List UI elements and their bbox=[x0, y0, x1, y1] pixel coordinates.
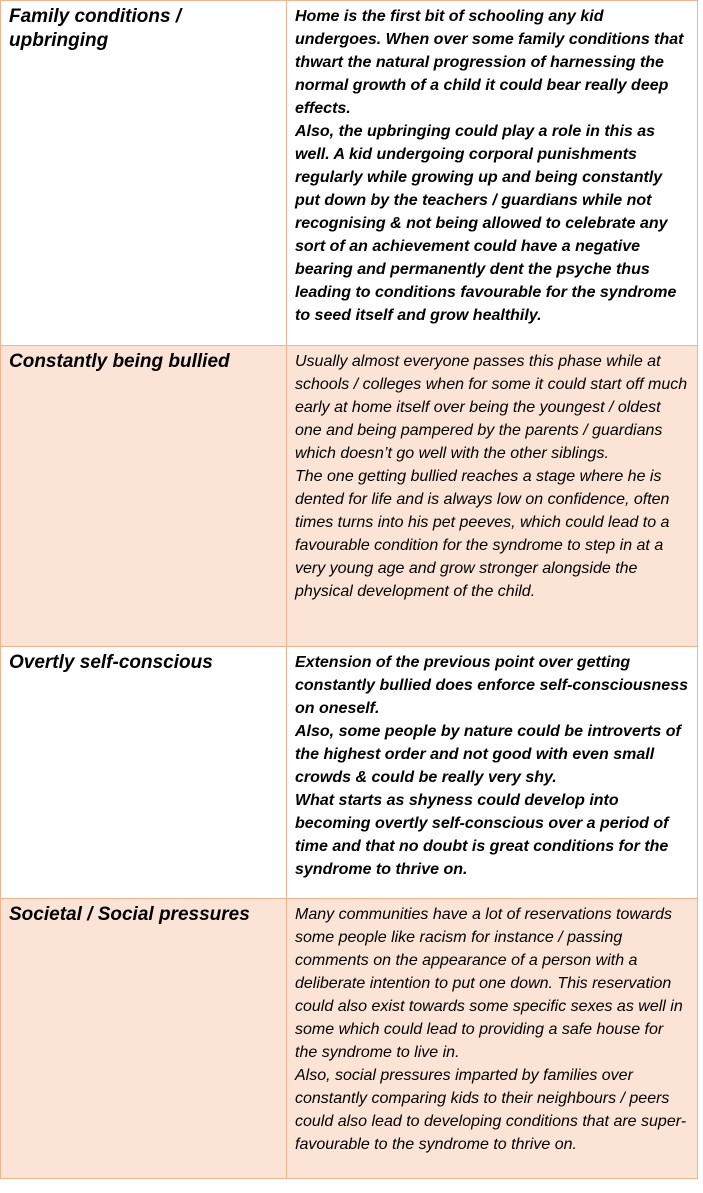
description-paragraph: What starts as shyness could develop into becoming overtly self-conscious over a period of time and that no doubt is great conditions for the syndrome to thrive on. bbox=[295, 792, 669, 878]
description-paragraph: Usually almost everyone passes this phase while at schools / colleges when for some it could start off much early at home itself over being the youngest / oldest one and being pampered by the parents / guardians which doesn’t go well with the other siblings. bbox=[295, 353, 688, 462]
row-title: Family conditions / upbringing bbox=[1, 1, 287, 345]
description-paragraph: Also, some people by nature could be introverts of the highest order and not good with even small crowds & could be really very shy. bbox=[295, 723, 681, 786]
row-description bbox=[287, 647, 697, 898]
description-paragraph: Also, social pressures imparted by families over constantly comparing kids to their neighbours / peers could also lead to developing conditions that are super-favourable to the syndrome to thrive on. bbox=[295, 1067, 687, 1153]
description-paragraph: Many communities have a lot of reservations towards some people like racism for instance / passing comments on the appearance of a person with a deliberate intention to put one down. This reservation could also exist towards some specific sexes as well in some which could lead to providing a safe house for the syndrome to live in. bbox=[295, 906, 683, 1061]
table-row bbox=[1, 899, 697, 1179]
table-row bbox=[1, 1, 697, 346]
row-description bbox=[287, 346, 697, 646]
table-row bbox=[1, 647, 697, 899]
description-paragraph: The one getting bullied reaches a stage where he is dented for life and is always low on confidence, often times turns into his pet peeves, which could lead to a favourable condition for the syndrome to step in at a very young age and grow stronger alongside the physical development of the child. bbox=[295, 468, 670, 600]
description-paragraph: Extension of the previous point over getting constantly bullied does enforce self-consciousness on oneself. bbox=[295, 654, 688, 717]
description-paragraph: Also, the upbringing could play a role in this as well. A kid undergoing corporal punishments regularly while growing up and being constantly put down by the teachers / guardians while not recognising & not being allowed to celebrate any sort of an achievement could have a negative bearing and permanently dent the psyche thus leading to conditions favourable for the syndrome to seed itself and grow healthily. bbox=[295, 123, 677, 324]
row-description bbox=[287, 899, 697, 1178]
table-row bbox=[1, 346, 697, 647]
description-paragraph: Home is the first bit of schooling any kid undergoes. When over some family conditions that thwart the natural progression of harnessing the normal growth of a child it could bear really deep effects. bbox=[295, 8, 684, 117]
row-title: Societal / Social pressures bbox=[1, 899, 287, 1178]
row-title: Overtly self-conscious bbox=[1, 647, 287, 898]
row-description bbox=[287, 1, 697, 345]
row-title: Constantly being bullied bbox=[1, 346, 287, 646]
